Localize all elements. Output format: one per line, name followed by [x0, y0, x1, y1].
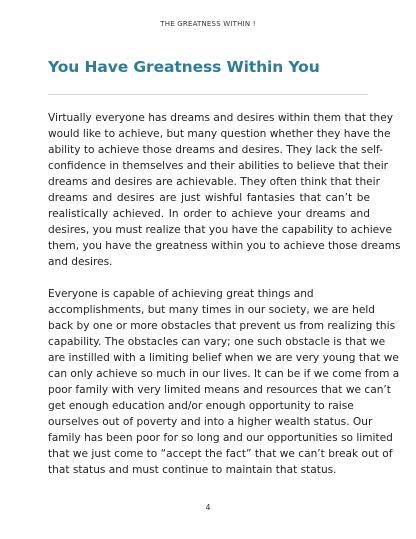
paragraph-line: Everyone is capable of achieving great things and: [48, 288, 314, 300]
running-header: THE GREATNESS WITHIN !: [160, 20, 256, 28]
paragraph-line: accomplishments, but many times in our society, we are held: [48, 304, 376, 316]
chapter-title: You Have Greatness Within You: [48, 58, 320, 76]
paragraph-line: desires, you must realize that you have the capability to achieve: [48, 224, 392, 236]
body-paragraph-2: [48, 286, 400, 478]
body-paragraph-1: [48, 110, 401, 270]
paragraph-line: poor family with very limited means and resources that we can’t: [48, 384, 391, 396]
paragraph-line: get enough education and/or enough opportunity to raise: [48, 400, 354, 412]
paragraph-line: them, you have the greatness within you to achieve those dreams: [48, 240, 401, 252]
paragraph-line: realistically achieved. In order to achieve your dreams and: [48, 208, 370, 220]
paragraph-line: are instilled with a limiting belief when we are very young that we: [48, 352, 399, 364]
paragraph-line: dreams and desires are achievable. They often think that their: [48, 176, 380, 188]
paragraph-line: would like to achieve, but many question whether they have the: [48, 128, 391, 140]
paragraph-line: that status and must continue to maintain that status.: [48, 464, 337, 476]
paragraph-line: and desires.: [48, 256, 113, 268]
title-divider: [48, 94, 368, 95]
page-number: 4: [205, 503, 211, 512]
paragraph-line: ability to achieve those dreams and desires. They lack the self-: [48, 144, 384, 156]
paragraph-line: can only achieve so much in our lives. It can be if we come from a: [48, 368, 400, 380]
paragraph-line: that we just come to “accept the fact” that we can’t break out of: [48, 448, 393, 460]
paragraph-line: ourselves out of poverty and into a higher wealth status. Our: [48, 416, 373, 428]
paragraph-line: capability. The obstacles can vary; one such obstacle is that we: [48, 336, 386, 348]
paragraph-line: Virtually everyone has dreams and desires within them that they: [48, 112, 393, 124]
paragraph-line: back by one or more obstacles that prevent us from realizing this: [48, 320, 396, 332]
paragraph-line: confidence in themselves and their abilities to believe that their: [48, 160, 389, 172]
paragraph-line: family has been poor for so long and our opportunities so limited: [48, 432, 393, 444]
paragraph-line: dreams and desires are just wishful fantasies that can’t be: [48, 192, 370, 204]
